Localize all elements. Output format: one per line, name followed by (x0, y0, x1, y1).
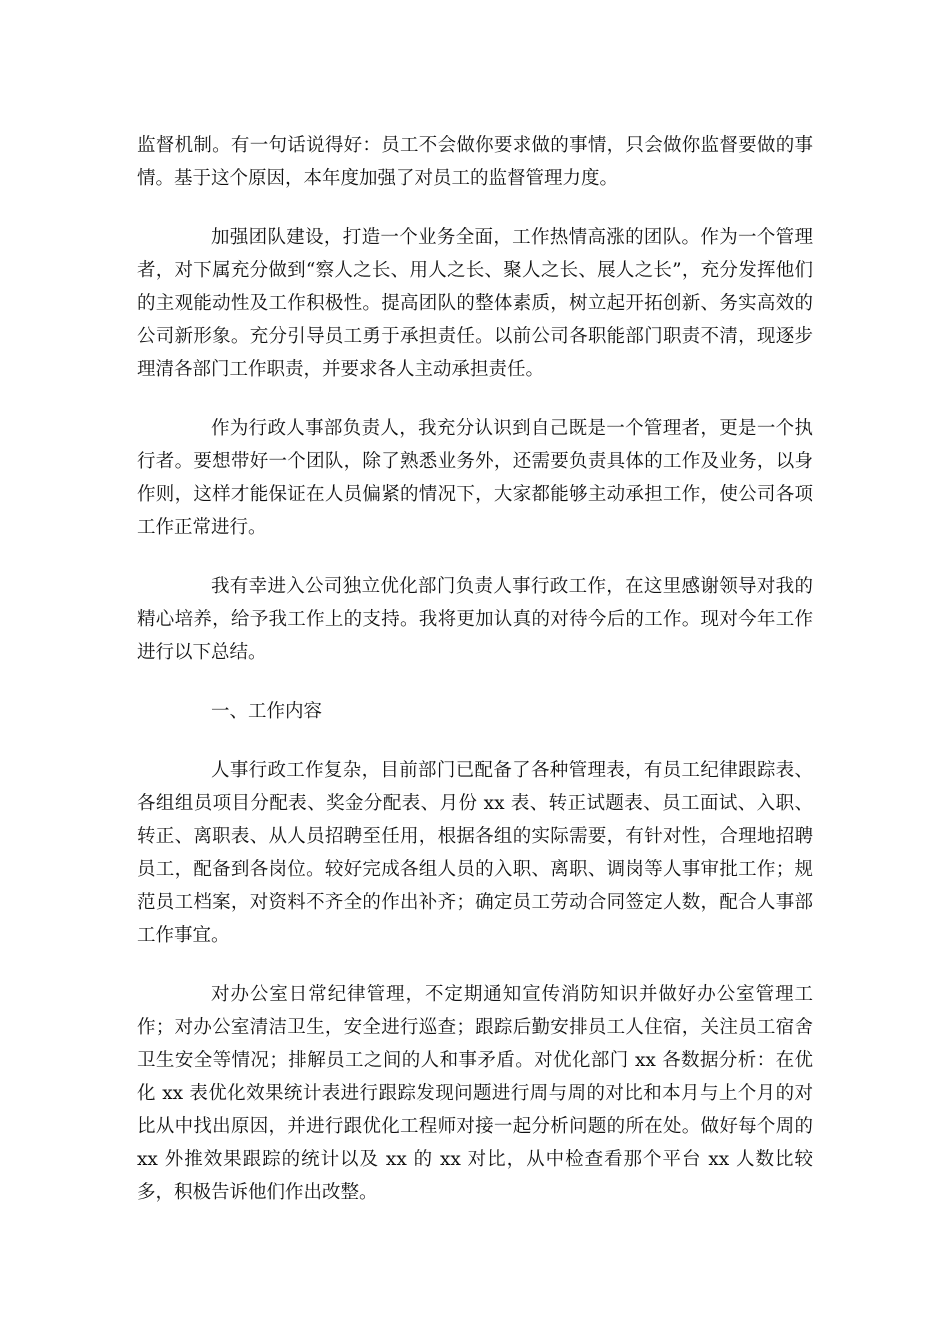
document-body (137, 129, 813, 1235)
paragraph-team-building: 加强团队建设，打造一个业务全面，工作热情高涨的团队。作为一个管理者，对下属充分做到“察人之长、用人之长、聚人之长、展人之长”，充分发挥他们的主观能动性及工作积极性。提高团队的整体素质，树立起开拓创新、务实高效的公司新形象。充分引导员工勇于承担责任。以前公司各职能部门职责不清，现逐步理清各部门工作职责，并要求各人主动承担责任。 (137, 227, 813, 380)
paragraph-supervision: 监督机制。有一句话说得好：员工不会做你要求做的事情，只会做你监督要做的事情。基于这个原因，本年度加强了对员工的监督管理力度。 (137, 135, 813, 189)
paragraph-manager-role: 作为行政人事部负责人，我充分认识到自己既是一个管理者，更是一个执行者。要想带好一个团队，除了熟悉业务外，还需要负责具体的工作及业务，以身作则，这样才能保证在人员偏紧的情况下，大家都能够主动承担工作，使公司各项工作正常进行。 (137, 418, 813, 538)
section-heading-work-content: 一、工作内容 (211, 701, 323, 722)
paragraph-hr-work: 人事行政工作复杂，目前部门已配备了各种管理表，有员工纪律跟踪表、各组组员项目分配表、奖金分配表、月份 xx 表、转正试题表、员工面试、入职、转正、离职表、从人员招聘至任用，根据各组的实际需要，有针对性，合理地招聘员工，配备到各岗位。较好完成各组人员的入职、离职、调岗等人事审批工作；规范员工档案，对资料不齐全的作出补齐；确定员工劳动合同签定人数，配合人事部工作事宜。 (137, 760, 813, 946)
paragraph-office-management: 对办公室日常纪律管理，不定期通知宣传消防知识并做好办公室管理工作；对办公室清洁卫生，安全进行巡查；跟踪后勤安排员工人住宿，关注员工宿舍卫生安全等情况；排解员工之间的人和事矛盾。对优化部门 xx 各数据分析：在优化 xx 表优化效果统计表进行跟踪发现问题进行周与周的对比和本月与上个月的对比从中找出原因，并进行跟优化工程师对接一起分析问题的所在处。做好每个周的 xx 外推效果跟踪的统计以及 xx 的 xx 对比，从中检查看那个平台 xx 人数比较多，积极告诉他们作出改整。 (137, 984, 813, 1203)
paragraph-introduction: 我有幸进入公司独立优化部门负责人事行政工作，在这里感谢领导对我的精心培养，给予我工作上的支持。我将更加认真的对待今后的工作。现对今年工作进行以下总结。 (137, 576, 813, 663)
